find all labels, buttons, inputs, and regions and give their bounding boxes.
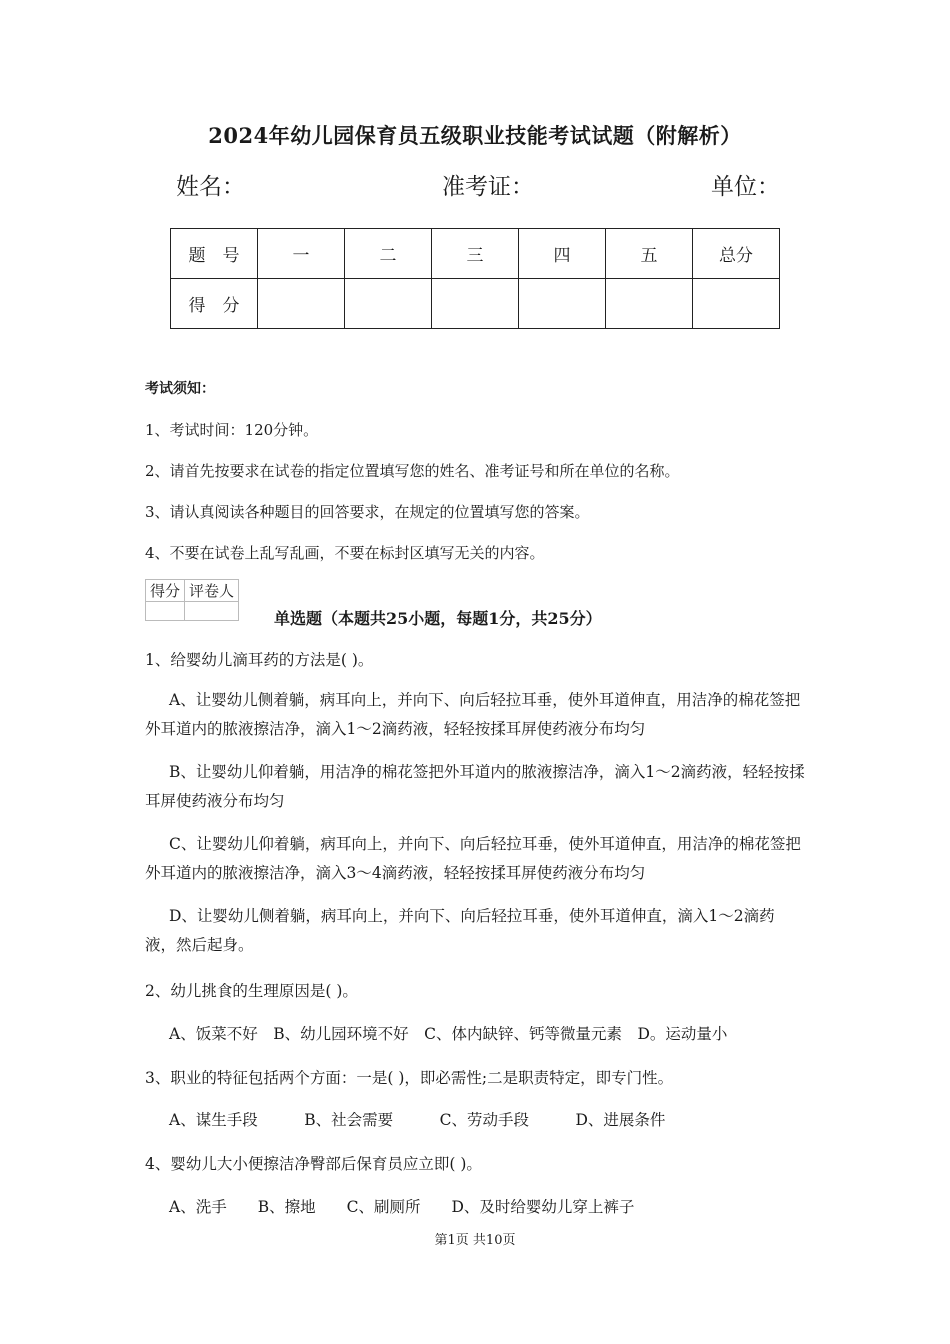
grader-score-cell[interactable] [146,602,185,621]
question-options-line: A、谋生手段 B、社会需要 C、劳动手段 D、进展条件 [169,1111,666,1129]
notice-item: 3、请认真阅读各种题目的回答要求，在规定的位置填写您的答案。 [145,503,590,521]
question-number-label: 题 号 [171,229,258,279]
score-table [170,228,780,329]
grader-box [145,579,239,621]
notice-item: 2、请首先按要求在试卷的指定位置填写您的姓名、准考证号和所在单位的名称。 [145,462,680,480]
column-5: 五 [606,229,693,279]
question-options-line: A、洗手 B、擦地 C、刷厕所 D、及时给婴幼儿穿上裤子 [169,1198,635,1216]
page-footer: 第1页 共10页 [434,1233,516,1248]
notice-item: 1、考试时间：120分钟。 [145,421,319,439]
column-4: 四 [519,229,606,279]
section-title: 单选题（本题共25小题，每题1分，共25分） [274,609,602,628]
grader-score-label: 得分 [146,580,185,602]
question-stem: 3、职业的特征包括两个方面：一是( )，即必需性;二是职责特定，即专门性。 [145,1069,674,1087]
column-2: 二 [345,229,432,279]
notice-heading: 考试须知： [145,381,215,397]
question-option: A、让婴幼儿侧着躺，病耳向上，并向下、向后轻拉耳垂，使外耳道伸直，用洁净的棉花签把外耳道内的脓液擦洁净，滴入1～2滴药液，轻轻按揉耳屏使药液分布均匀 [145,691,801,738]
score-label: 得 分 [171,279,258,329]
score-cell[interactable] [258,279,345,329]
column-3: 三 [432,229,519,279]
column-total: 总分 [693,229,780,279]
score-cell[interactable] [345,279,432,329]
name-field-label: 姓名： [176,174,245,200]
unit-field-label: 单位： [711,174,780,200]
question-option: B、让婴幼儿仰着躺，用洁净的棉花签把外耳道内的脓液擦洁净，滴入1～2滴药液，轻轻按揉耳屏使药液分布均匀 [145,763,805,810]
question-option: C、让婴幼儿仰着躺，病耳向上，并向下、向后轻拉耳垂，使外耳道伸直，用洁净的棉花签把外耳道内的脓液擦洁净，滴入3～4滴药液，轻轻按揉耳屏使药液分布均匀 [145,835,801,882]
question-stem: 1、给婴幼儿滴耳药的方法是( )。 [145,651,374,669]
score-table-header-row [171,229,780,279]
page-title: 2024年幼儿园保育员五级职业技能考试试题（附解析） [208,123,742,148]
grader-name-cell[interactable] [185,602,239,621]
score-cell[interactable] [432,279,519,329]
exam-id-field-label: 准考证： [442,174,534,200]
question-option: D、让婴幼儿侧着躺，病耳向上，并向下、向后轻拉耳垂，使外耳道伸直，滴入1～2滴药液，然后起身。 [145,907,775,954]
grader-name-label: 评卷人 [185,580,239,602]
question-stem: 2、幼儿挑食的生理原因是( )。 [145,982,358,1000]
question-options-line: A、饭菜不好 B、幼儿园环境不好 C、体内缺锌、钙等微量元素 D。运动量小 [169,1025,728,1043]
score-table-score-row [171,279,780,329]
score-cell[interactable] [606,279,693,329]
question-stem: 4、婴幼儿大小便擦洁净臀部后保育员应立即( )。 [145,1155,482,1173]
score-cell[interactable] [519,279,606,329]
score-cell-total[interactable] [693,279,780,329]
notice-item: 4、不要在试卷上乱写乱画，不要在标封区填写无关的内容。 [145,544,545,562]
column-1: 一 [258,229,345,279]
